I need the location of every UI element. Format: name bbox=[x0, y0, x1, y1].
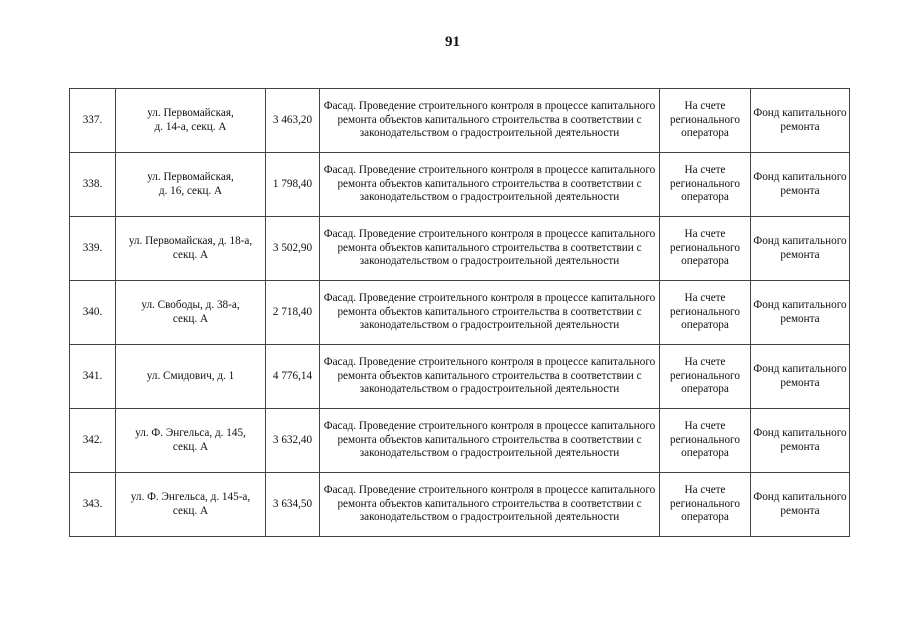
account-cell: На счете регионального оператора bbox=[660, 89, 751, 153]
row-number: 340. bbox=[70, 281, 116, 345]
area-cell: 1 798,40 bbox=[266, 153, 320, 217]
row-number: 338. bbox=[70, 153, 116, 217]
account-cell: На счете регионального оператора bbox=[660, 217, 751, 281]
area-cell: 4 776,14 bbox=[266, 345, 320, 409]
area-cell: 3 634,50 bbox=[266, 473, 320, 537]
table-row bbox=[70, 345, 850, 409]
account-cell: На счете регионального оператора bbox=[660, 409, 751, 473]
work-type-cell: Фасад. Проведение строительного контроля в процессе капитального ремонта объектов капитального строительства в соответствии с законодательством о градостроительной деятельности bbox=[320, 345, 660, 409]
row-number: 341. bbox=[70, 345, 116, 409]
address-cell bbox=[116, 281, 266, 345]
work-type-cell: Фасад. Проведение строительного контроля в процессе капитального ремонта объектов капитального строительства в соответствии с законодательством о градостроительной деятельности bbox=[320, 89, 660, 153]
address-cell bbox=[116, 153, 266, 217]
table-row bbox=[70, 473, 850, 537]
address-line1: ул. Смидович, д. 1 bbox=[146, 369, 235, 382]
work-type-cell: Фасад. Проведение строительного контроля в процессе капитального ремонта объектов капитального строительства в соответствии с законодательством о градостроительной деятельности bbox=[320, 217, 660, 281]
address-line2: секц. А bbox=[172, 312, 209, 325]
table-row bbox=[70, 89, 850, 153]
area-cell: 3 463,20 bbox=[266, 89, 320, 153]
table-row bbox=[70, 281, 850, 345]
row-number: 339. bbox=[70, 217, 116, 281]
work-type-cell: Фасад. Проведение строительного контроля в процессе капитального ремонта объектов капитального строительства в соответствии с законодательством о градостроительной деятельности bbox=[320, 409, 660, 473]
funding-cell: Фонд капитального ремонта bbox=[751, 345, 850, 409]
address-line1: ул. Ф. Энгельса, д. 145, bbox=[135, 426, 246, 439]
table-row bbox=[70, 217, 850, 281]
area-cell: 2 718,40 bbox=[266, 281, 320, 345]
funding-cell: Фонд капитального ремонта bbox=[751, 217, 850, 281]
address-line2: д. 14-а, секц. А bbox=[154, 120, 227, 133]
funding-cell: Фонд капитального ремонта bbox=[751, 153, 850, 217]
work-type-cell: Фасад. Проведение строительного контроля в процессе капитального ремонта объектов капитального строительства в соответствии с законодательством о градостроительной деятельности bbox=[320, 281, 660, 345]
table-row bbox=[70, 409, 850, 473]
account-cell: На счете регионального оператора bbox=[660, 473, 751, 537]
address-cell bbox=[116, 217, 266, 281]
row-number: 337. bbox=[70, 89, 116, 153]
address-line2: секц. А bbox=[172, 440, 209, 453]
funding-cell: Фонд капитального ремонта bbox=[751, 281, 850, 345]
area-cell: 3 632,40 bbox=[266, 409, 320, 473]
work-type-cell: Фасад. Проведение строительного контроля в процессе капитального ремонта объектов капитального строительства в соответствии с законодательством о градостроительной деятельности bbox=[320, 153, 660, 217]
funding-cell: Фонд капитального ремонта bbox=[751, 473, 850, 537]
address-cell bbox=[116, 473, 266, 537]
row-number: 343. bbox=[70, 473, 116, 537]
work-type-cell: Фасад. Проведение строительного контроля в процессе капитального ремонта объектов капитального строительства в соответствии с законодательством о градостроительной деятельности bbox=[320, 473, 660, 537]
address-cell bbox=[116, 409, 266, 473]
address-line2: секц. А bbox=[172, 504, 209, 517]
address-line1: ул. Ф. Энгельса, д. 145-а, bbox=[130, 490, 251, 503]
funding-cell: Фонд капитального ремонта bbox=[751, 89, 850, 153]
funding-cell: Фонд капитального ремонта bbox=[751, 409, 850, 473]
area-cell: 3 502,90 bbox=[266, 217, 320, 281]
page-number: 91 bbox=[445, 34, 460, 50]
account-cell: На счете регионального оператора bbox=[660, 345, 751, 409]
row-number: 342. bbox=[70, 409, 116, 473]
address-line2: д. 16, секц. А bbox=[158, 184, 223, 197]
address-cell bbox=[116, 89, 266, 153]
address-line1: ул. Первомайская, bbox=[147, 106, 234, 119]
account-cell: На счете регионального оператора bbox=[660, 153, 751, 217]
address-line1: ул. Свободы, д. 38-а, bbox=[141, 298, 240, 311]
address-line1: ул. Первомайская, bbox=[147, 170, 234, 183]
account-cell: На счете регионального оператора bbox=[660, 281, 751, 345]
registry-table bbox=[69, 88, 850, 537]
address-line1: ул. Первомайская, д. 18-а, bbox=[128, 234, 253, 247]
table-row bbox=[70, 153, 850, 217]
address-line2: секц. А bbox=[172, 248, 209, 261]
address-cell bbox=[116, 345, 266, 409]
